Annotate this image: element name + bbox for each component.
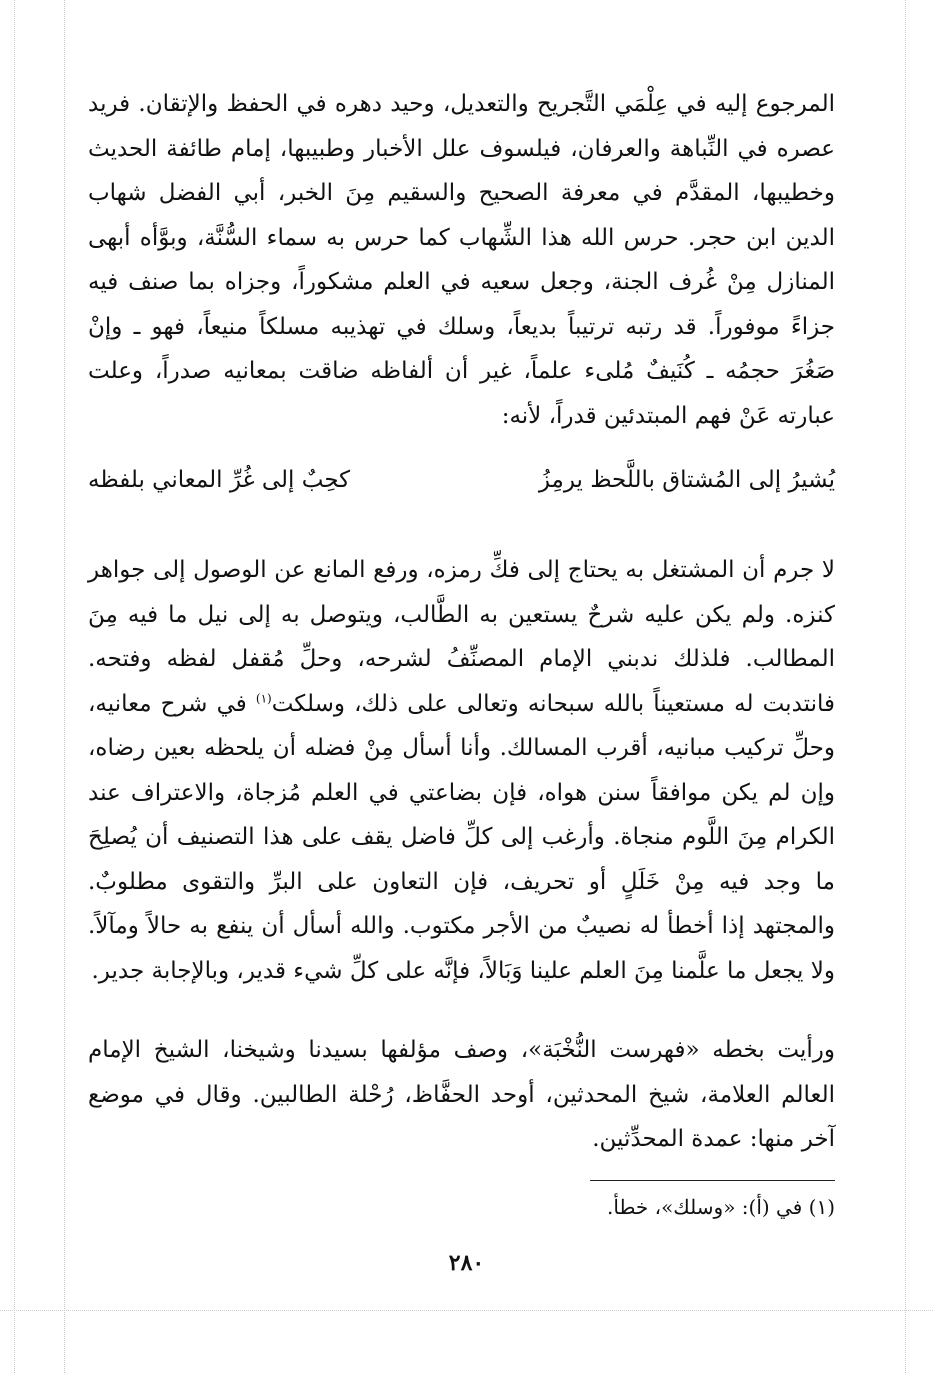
paragraph-index-note: ورأيت بخطه «فهرست النُّخْبَة»، وصف مؤلفها بسيدنا وشيخنا، الشيخ الإمام العالم العلامة، شيخ المحدثين، أوحد الحفَّاظ، رُحْلة الطالبين. وقال في موضع آخر منها: عمدة المحدِّثين. [88,1037,835,1152]
verse-line [88,458,835,502]
paragraph-text: لا جرم أن المشتغل به يحتاج إلى فكِّ رمزه، ورفع المانع عن الوصول إلى جواهر كنزه. ولم يكن عليه شرحٌ يستعين به الطَّالب، ويتوصل به إلى نيل ما فيه مِنَ المطالب. فلذلك ندبني الإمام المصنِّفُ لشرحه، وحلِّ مُقفل لفظه وفتحه. فانتدبت له مستعيناً بالله سبحانه وتعالى على ذلك، وسلكت [88,557,835,717]
footnote-marker[interactable]: (١) [255,690,272,705]
footnote-text: (١) في (أ): «وسلك»، خطأ. [607,1195,835,1219]
scan-guide-line [14,0,15,1373]
paragraph-intro: المرجوع إليه في عِلْمَي التَّجريح والتعديل، وحيد دهره في الحفظ والإتقان. فريد عصره في النِّباهة والعرفان، فيلسوف علل الأخبار وطبيبها، إمام طائفة الحديث وخطيبها، المقدَّم في معرفة الصحيح والسقيم مِنَ الخبر، أبي الفضل شهاب الدين ابن حجر. حرس الله هذا الشِّهاب كما حرس به سماء السُّنَّة، وبوَّأه أبهى المنازل مِنْ غُرف الجنة، وجعل سعيه في العلم مشكوراً، وجزاه بما صنف فيه جزاءً موفوراً. قد رتبه ترتيباً بديعاً، وسلك في تهذيبه مسلكاً منيعاً، فهو ـ وإنْ صَغُرَ حجمُه ـ كُنَيفٌ مُلىء علماً، غير أن ألفاظه ضاقت بمعانيه صدراً، وعلت عبارته عَنْ فهم المبتدئين قدراً، لأنه: [88,91,835,429]
footnote-divider [590,1180,835,1181]
verse-hemistich-second: كحِبٌ إلى غُرِّ المعاني بلفظه [88,467,351,493]
verse-hemistich-first: يُشيرُ إلى المُشتاق باللَّحظ يرمِزُ [538,467,835,493]
scan-guide-line [905,0,906,1373]
paragraph-commentary [88,548,835,993]
page-number: ٢٨٠ [448,1250,485,1276]
scan-guide-line [64,0,65,1373]
paragraph-text: في شرح معانيه، وحلِّ تركيب مبانيه، أقرب المسالك. وأنا أسأل مِنْ فضله أن يلحظه بعين رضاه، وإن لم يكن موافقاً سنن هواه، فإن بضاعتي في العلم مُزجاة، والاعتراف عند الكرام مِنَ اللَّوم منجاة. وأرغب إلى كلِّ فاضل يقف على هذا التصنيف أن يُصلِحَ ما وجد فيه مِنْ خَلَلٍ أو تحريف، فإن التعاون على البرِّ والتقوى مطلوبٌ. والمجتهد إذا أخطأ له نصيبٌ من الأجر مكتوب. والله أسأل أن ينفع به حالاً ومآلاً. ولا يجعل ما علَّمنا مِنَ العلم علينا وَبَالاً، فإنَّه على كلِّ شيء قدير، وبالإجابة جدير. [88,690,835,984]
scan-guide-line [0,1310,933,1311]
